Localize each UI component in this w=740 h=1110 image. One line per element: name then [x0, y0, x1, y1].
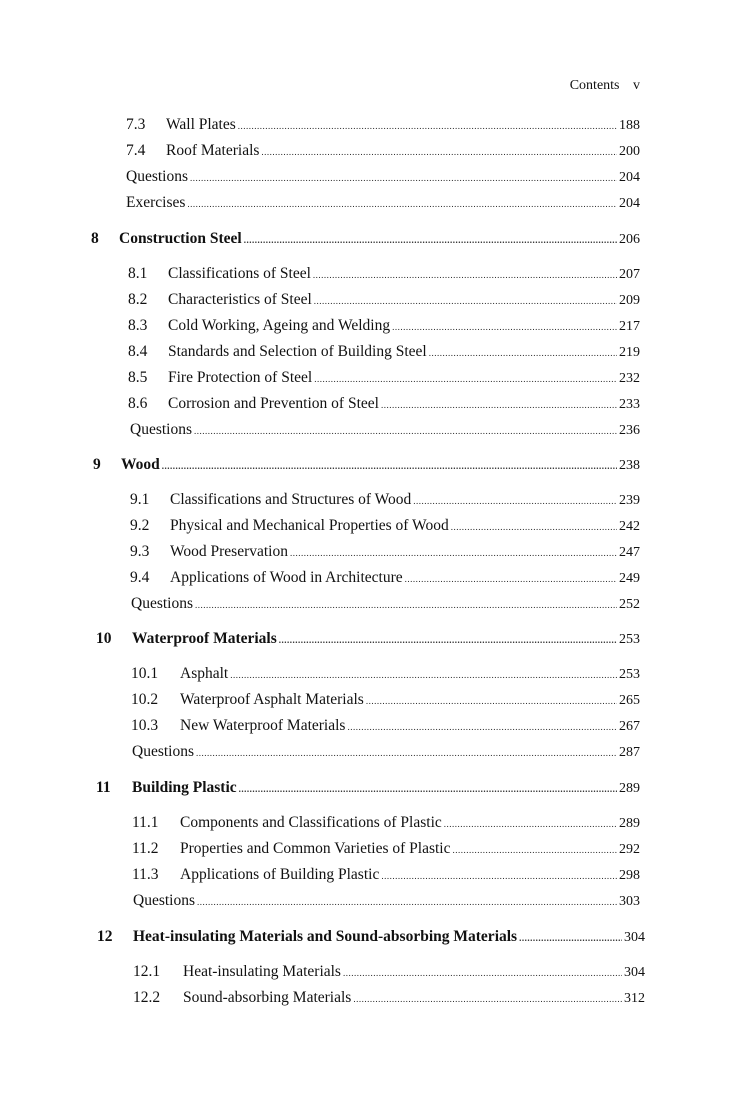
toc-entry-11-2[interactable] [132, 840, 640, 860]
chapter-title: Heat-insulating Materials and Sound-absorbing Materials [133, 928, 518, 945]
chapter-number: 8 [91, 230, 99, 247]
section-title: Fire Protection of Steel [168, 369, 313, 386]
section-title: Characteristics of Steel [168, 291, 312, 308]
page-number: 249 [619, 571, 640, 586]
dot-leader [197, 897, 617, 907]
toc-entry-9-3[interactable] [130, 543, 640, 563]
section-number: 8.5 [128, 369, 148, 386]
page-number: 204 [619, 196, 640, 211]
section-title: Questions [131, 595, 193, 612]
section-number: 9.4 [130, 569, 150, 586]
dot-leader [381, 871, 617, 881]
section-number: 8.6 [128, 395, 148, 412]
dot-leader [187, 199, 617, 209]
section-title: Cold Working, Ageing and Welding [168, 317, 391, 334]
dot-leader [238, 121, 617, 131]
chapter-title: Wood [121, 456, 160, 473]
dot-leader [239, 784, 617, 794]
section-title: Properties and Common Varieties of Plastic [180, 840, 451, 857]
page-number: 252 [619, 597, 640, 612]
dot-leader [314, 374, 617, 384]
page-number: 265 [619, 693, 640, 708]
toc-entry-12-1[interactable] [133, 963, 645, 983]
page-number: 289 [619, 781, 640, 796]
section-number: 11.2 [132, 840, 159, 857]
dot-leader [261, 147, 617, 157]
dot-leader [290, 548, 617, 558]
dot-leader [195, 600, 617, 610]
section-number: 8.3 [128, 317, 148, 334]
chapter-number: 12 [97, 928, 113, 945]
dot-leader [444, 819, 617, 829]
toc-entry-9-1[interactable] [130, 491, 640, 511]
toc-entry-9-4[interactable] [130, 569, 640, 589]
toc-entry-exercises[interactable] [126, 194, 640, 214]
toc-entry-8-5[interactable] [128, 369, 640, 389]
toc-chapter-11[interactable] [96, 779, 640, 799]
dot-leader [405, 574, 617, 584]
toc-entry-10-1[interactable] [131, 665, 640, 685]
section-number: 11.1 [132, 814, 159, 831]
page-number: 204 [619, 170, 640, 185]
toc-entry-11-3[interactable] [132, 866, 640, 886]
section-number: 12.1 [133, 963, 161, 980]
section-number: 8.1 [128, 265, 148, 282]
dot-leader [381, 400, 617, 410]
toc-entry-9-2[interactable] [130, 517, 640, 537]
toc-entry-7-4[interactable] [126, 142, 640, 162]
section-title: Components and Classifications of Plastic [180, 814, 442, 831]
dot-leader [347, 722, 617, 732]
section-number: 9.2 [130, 517, 150, 534]
header-label: Contents [569, 78, 620, 93]
section-number: 8.2 [128, 291, 148, 308]
page-number: 217 [619, 319, 640, 334]
toc-entry-12-2[interactable] [133, 989, 645, 1009]
dot-leader [162, 461, 617, 471]
toc-entry-10-3[interactable] [131, 717, 640, 737]
section-number: 7.4 [126, 142, 146, 159]
section-title: Heat-insulating Materials [183, 963, 341, 980]
section-title: Wall Plates [166, 116, 236, 133]
page-number: 188 [619, 118, 640, 133]
page-number: 206 [619, 232, 640, 247]
page-number: 298 [619, 868, 640, 883]
section-title: Wood Preservation [170, 543, 288, 560]
toc-entry-questions[interactable] [132, 743, 640, 763]
dot-leader [244, 235, 617, 245]
dot-leader [353, 994, 622, 1004]
page-number: 312 [624, 991, 645, 1006]
section-title: Corrosion and Prevention of Steel [168, 395, 379, 412]
dot-leader [313, 270, 617, 280]
page-number: 287 [619, 745, 640, 760]
section-number: 10.3 [131, 717, 159, 734]
page-number: 232 [619, 371, 640, 386]
dot-leader [366, 696, 617, 706]
section-title: Questions [130, 421, 192, 438]
chapter-number: 11 [96, 779, 111, 796]
chapter-title: Construction Steel [119, 230, 242, 247]
section-number: 9.1 [130, 491, 150, 508]
page-number: 207 [619, 267, 640, 282]
page-number: 236 [619, 423, 640, 438]
toc-entry-8-1[interactable] [128, 265, 640, 285]
page-number: 303 [619, 894, 640, 909]
page-number: 219 [619, 345, 640, 360]
page-number: 304 [624, 965, 645, 980]
section-number: 11.3 [132, 866, 159, 883]
page-number: 253 [619, 667, 640, 682]
dot-leader [519, 933, 622, 943]
dot-leader [190, 173, 617, 183]
chapter-number: 10 [96, 630, 112, 647]
dot-leader [314, 296, 617, 306]
section-title: Questions [126, 168, 188, 185]
section-title: Classifications and Structures of Wood [170, 491, 412, 508]
section-number: 7.3 [126, 116, 146, 133]
toc-entry-11-1[interactable] [132, 814, 640, 834]
toc-entry-8-2[interactable] [128, 291, 640, 311]
section-title: Applications of Wood in Architecture [170, 569, 403, 586]
page-number: 267 [619, 719, 640, 734]
toc-entry-questions[interactable] [130, 421, 640, 441]
section-number: 10.2 [131, 691, 159, 708]
section-title: Exercises [126, 194, 186, 211]
toc-entry-questions[interactable] [126, 168, 640, 188]
dot-leader [413, 496, 617, 506]
dot-leader [279, 635, 617, 645]
dot-leader [230, 670, 617, 680]
section-title: Questions [132, 743, 194, 760]
dot-leader [429, 348, 617, 358]
page-number: 247 [619, 545, 640, 560]
toc-entry-questions[interactable] [131, 595, 640, 615]
running-header [570, 78, 640, 94]
toc-chapter-9[interactable] [93, 456, 640, 476]
section-title: Waterproof Asphalt Materials [180, 691, 364, 708]
toc-chapter-8[interactable] [91, 230, 640, 250]
section-title: New Waterproof Materials [180, 717, 346, 734]
page-number: 242 [619, 519, 640, 534]
dot-leader [196, 748, 617, 758]
section-title: Standards and Selection of Building Steel [168, 343, 427, 360]
toc-entry-8-4[interactable] [128, 343, 640, 363]
page-number: 238 [619, 458, 640, 473]
page-number: 209 [619, 293, 640, 308]
page-number: 200 [619, 144, 640, 159]
header-page-number: v [633, 78, 640, 93]
toc-chapter-12[interactable] [97, 928, 645, 948]
section-title: Roof Materials [166, 142, 260, 159]
section-title: Applications of Building Plastic [180, 866, 380, 883]
section-number: 12.2 [133, 989, 161, 1006]
dot-leader [453, 845, 618, 855]
page-number: 289 [619, 816, 640, 831]
toc-entry-7-3[interactable] [126, 116, 640, 136]
dot-leader [194, 426, 617, 436]
section-number: 9.3 [130, 543, 150, 560]
toc-entry-8-3[interactable] [128, 317, 640, 337]
section-number: 10.1 [131, 665, 159, 682]
chapter-title: Building Plastic [132, 779, 237, 796]
page-number: 304 [624, 930, 645, 945]
toc-entry-10-2[interactable] [131, 691, 640, 711]
page-number: 253 [619, 632, 640, 647]
page-number: 292 [619, 842, 640, 857]
section-title: Questions [133, 892, 195, 909]
section-title: Asphalt [180, 665, 229, 682]
toc-entry-8-6[interactable] [128, 395, 640, 415]
page-number: 239 [619, 493, 640, 508]
section-title: Sound-absorbing Materials [183, 989, 352, 1006]
section-title: Classifications of Steel [168, 265, 311, 282]
chapter-title: Waterproof Materials [132, 630, 277, 647]
dot-leader [392, 322, 617, 332]
toc-entry-questions[interactable] [133, 892, 640, 912]
dot-leader [343, 968, 622, 978]
chapter-number: 9 [93, 456, 101, 473]
section-title: Physical and Mechanical Properties of Wood [170, 517, 449, 534]
toc-chapter-10[interactable] [96, 630, 640, 650]
page-number: 233 [619, 397, 640, 412]
section-number: 8.4 [128, 343, 148, 360]
dot-leader [451, 522, 617, 532]
